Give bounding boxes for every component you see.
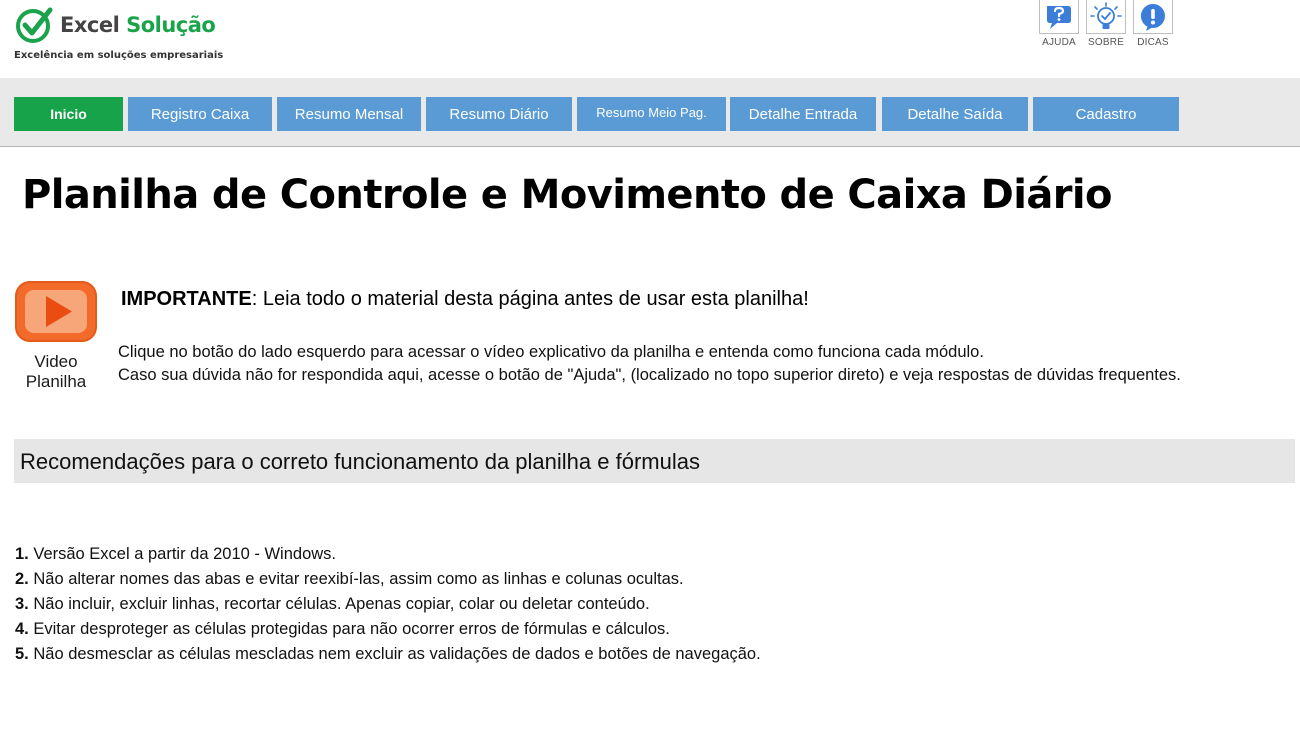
video-label-line2: Planilha: [25, 372, 87, 391]
recommendation-text: Não desmesclar as células mescladas nem excluir as validações de dados e botões de navegação.: [28, 645, 761, 663]
nav-resumo-diario-button[interactable]: Resumo Diário: [426, 97, 572, 131]
recommendation-text: Não incluir, excluir linhas, recortar células. Apenas copiar, colar ou deletar conteúdo.: [28, 595, 650, 613]
play-icon: [13, 279, 99, 350]
exclamation-icon: [1133, 0, 1173, 34]
logo-word-solucao: Solução: [126, 13, 216, 37]
navigation-bar: [0, 78, 1300, 147]
recommendation-item: [15, 570, 684, 589]
recommendation-text: Não alterar nomes das abas e evitar reexibí-las, assim como as linhas e colunas ocultas.: [28, 570, 684, 588]
recommendation-text: Versão Excel a partir da 2010 - Windows.: [28, 545, 336, 563]
ajuda-label: AJUDA: [1042, 37, 1076, 48]
video-label-line1: Video: [34, 352, 78, 371]
page-title: Planilha de Controle e Movimento de Caixa Diário: [22, 172, 1112, 218]
dicas-button[interactable]: [1133, 0, 1173, 48]
nav-detalhe-entrada-button[interactable]: Detalhe Entrada: [730, 97, 876, 131]
recommendation-number: 2.: [15, 570, 29, 588]
recommendations-title: Recomendações para o correto funcionamento da planilha e fórmulas: [20, 449, 700, 474]
recommendation-item: [15, 620, 670, 639]
sobre-button[interactable]: [1086, 0, 1126, 48]
lightbulb-icon: [1086, 0, 1126, 34]
video-label: [13, 352, 99, 392]
important-label: IMPORTANTE: [121, 288, 252, 310]
important-notice: [121, 288, 809, 311]
nav-cadastro-button[interactable]: Cadastro: [1033, 97, 1179, 131]
recommendation-item: [15, 545, 336, 564]
video-planilha-button[interactable]: [13, 279, 99, 394]
recommendation-number: 1.: [15, 545, 29, 563]
important-text: : Leia todo o material desta página antes de usar esta planilha!: [251, 288, 809, 310]
ajuda-button[interactable]: [1039, 0, 1079, 48]
nav-inicio-button[interactable]: Inicio: [14, 97, 123, 131]
nav-registro-caixa-button[interactable]: Registro Caixa: [128, 97, 272, 131]
logo-wordmark: [60, 13, 215, 37]
logo-tagline: Excelência em soluções empresariais: [14, 50, 224, 61]
info-line-1: Clique no botão do lado esquerdo para acessar o vídeo explicativo da planilha e entenda como funciona cada módulo.: [118, 343, 984, 361]
recommendation-text: Evitar desproteger as células protegidas para não ocorrer erros de fórmulas e cálculos.: [28, 620, 670, 638]
nav-resumo-meio-pag-button[interactable]: Resumo Meio Pag.: [577, 97, 726, 131]
info-line-2: Caso sua dúvida não for respondida aqui, acesse o botão de "Ajuda", (localizado no topo superior direto) e veja respostas de dúvidas frequentes.: [118, 366, 1181, 384]
help-chat-icon: [1039, 0, 1079, 34]
recommendation-number: 4.: [15, 620, 29, 638]
recommendation-item: [15, 595, 650, 614]
nav-resumo-mensal-button[interactable]: Resumo Mensal: [277, 97, 421, 131]
logo: [14, 5, 224, 67]
sobre-label: SOBRE: [1087, 37, 1124, 48]
dicas-label: DICAS: [1137, 37, 1169, 48]
logo-word-excel: Excel: [60, 13, 120, 37]
nav-detalhe-saida-button[interactable]: Detalhe Saída: [882, 97, 1028, 131]
recommendation-number: 5.: [15, 645, 29, 663]
recommendation-item: [15, 645, 761, 664]
check-circle-icon: [14, 5, 54, 45]
recommendations-header: [14, 439, 1295, 483]
recommendation-number: 3.: [15, 595, 29, 613]
